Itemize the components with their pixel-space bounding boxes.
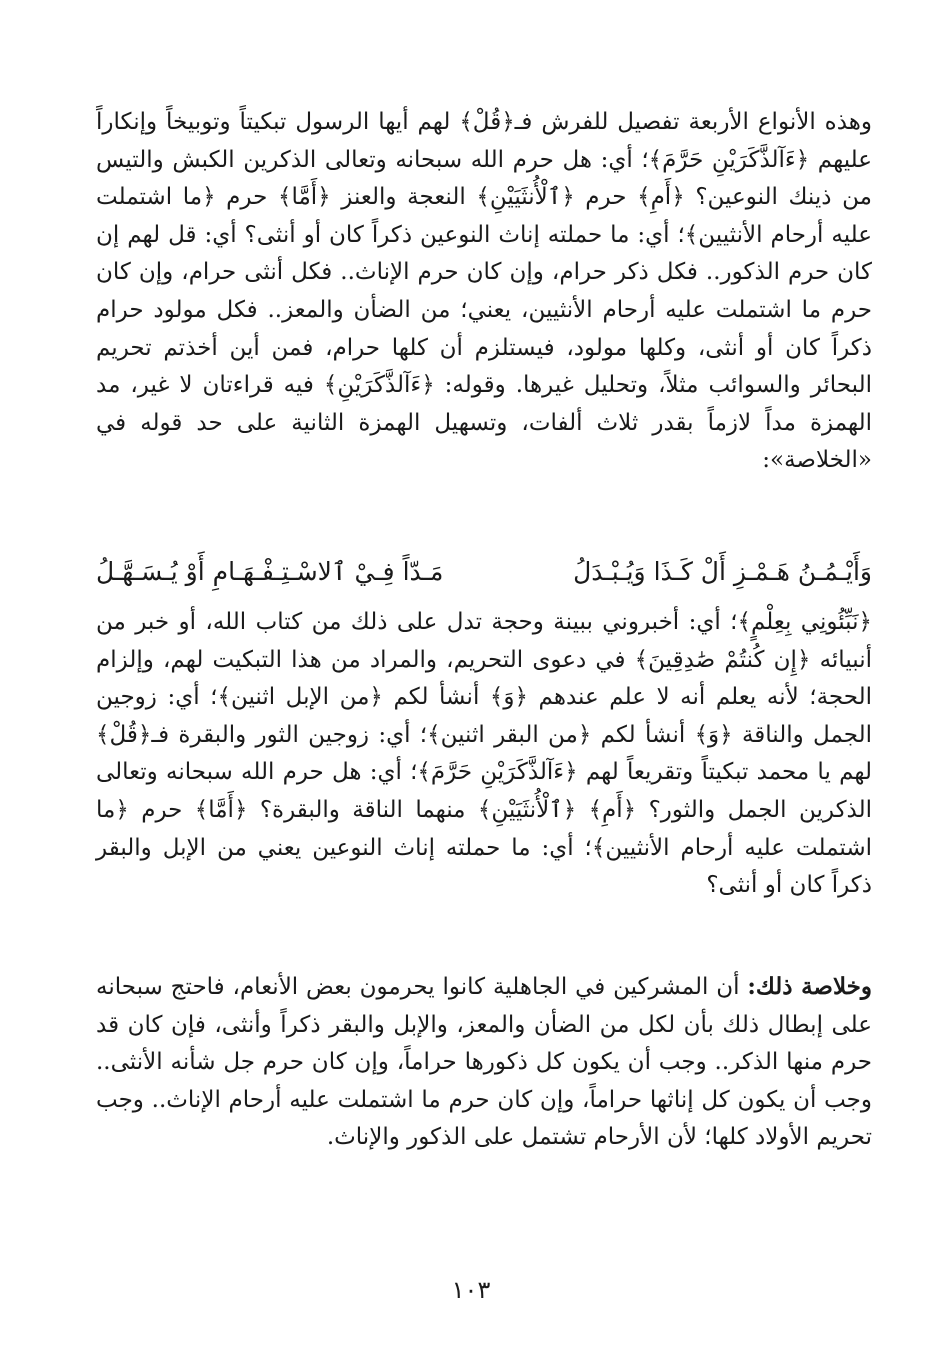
paragraph-commentary-1: وهذه الأنواع الأربعة تفصيل للفرش فـ﴿قُلْ﴾ لهم أيها الرسول تبكيتاً وتوبيخاً وإنكاراً عليهم ﴿ءَآلذَّكَرَيْنِ حَرَّمَ﴾؛ أي: هل حرم الله سبحانه وتعالى الذكرين الكبش والتيس من ذينك النوعين؟ ﴿أَمِ﴾ حرم ﴿ٱلْأُنثَيَيْنِ﴾ النعجة والعنز ﴿أَمَّا﴾ حرم ﴿ما اشتملت عليه أرحام الأنثيين﴾؛ أي: ما حملته إناث النوعين ذكراً كان أو أنثى؟ أي: قل لهم إن كان حرم الذكور.. فكل ذكر حرام، وإن كان حرم الإناث.. فكل أنثى حرام، وإن كان حرم ما اشتملت عليه أرحام الأنثيين، يعني؛ من الضأن والمعز.. فكل مولود حرام ذكراً كان أو أنثى، وكلها مولود، فيستلزم أن كلها حرام، فمن أين أخذتم تحريم البحائر والسوائب مثلاً، وتحليل غيرها. وقوله: ﴿ءَآلذَّكَرَيْنِ﴾ فيه قراءتان لا غير، مد الهمزة مداً لازماً بقدر ثلاث ألفات، وتسهيل الهمزة الثانية على حد قوله في «الخلاصة»: <box>96 109 872 474</box>
paragraph-commentary-2: ﴿نَبِّئُونِي بِعِلْمٍ﴾؛ أي: أخبروني ببينة وحجة تدل على ذلك من كتاب الله، أو خبر من أنبيائه ﴿إِن كُنتُمْ صَٰدِقِينَ﴾ في دعوى التحريم، والمراد من هذا التبكيت لهم، وإلزام الحجة؛ لأنه يعلم أنه لا علم عندهم ﴿وَ﴾ أنشأ لكم ﴿من الإبل اثنين﴾؛ أي: زوجين الجمل والناقة ﴿وَ﴾ أنشأ لكم ﴿من البقر اثنين﴾؛ أي: زوجين الثور والبقرة فـ﴿قُلْ﴾ لهم يا محمد تبكيتاً وتقريعاً لهم ﴿ءَآلذَّكَرَيْنِ حَرَّمَ﴾؛ أي: هل حرم الله سبحانه وتعالى الذكرين الجمل والثور؟ ﴿أَمِ﴾ ﴿ٱلْأُنثَيَيْنِ﴾ منهما الناقة والبقرة؟ ﴿أَمَّا﴾ حرم ﴿ما اشتملت عليه أرحام الأنثيين﴾؛ أي: ما حملته إناث النوعين يعني من الإبل والبقر ذكراً كان أو أنثى؟ <box>96 609 872 899</box>
page-number: ١٠٣ <box>451 1276 491 1304</box>
poetry-verse <box>96 552 872 592</box>
verse-hemistich-first: وَأَيْـمُـنُ هَـمْـزِ أَلْ كَـذَا وَيُـبْـدَلُ <box>573 557 872 586</box>
paragraph-summary <box>96 968 872 1157</box>
summary-lead: وخلاصة ذلك: <box>747 973 872 1000</box>
summary-body: أن المشركين في الجاهلية كانوا يحرمون بعض الأنعام، فاحتج سبحانه على إبطال ذلك بأن لكل من الضأن والمعز، والإبل والبقر ذكراً وأنثى، فإن كان قد حرم منها الذكر.. وجب أن يكون كل ذكورها حراماً، وإن كان حرم جل شأنه الأنثى.. وجب أن يكون كل إناثها حراماً، وإن كان حرم ما اشتملت عليه أرحام الإناث.. وجب تحريم الأولاد كلها؛ لأن الأرحام تشتمل على الذكور والإناث. <box>96 974 872 1151</box>
verse-hemistich-second: مَـدّاً فِـيْ ٱلاسْـتِـفْـهَـامِ أَوْ يُـسَـهَّـلُ <box>96 557 444 586</box>
